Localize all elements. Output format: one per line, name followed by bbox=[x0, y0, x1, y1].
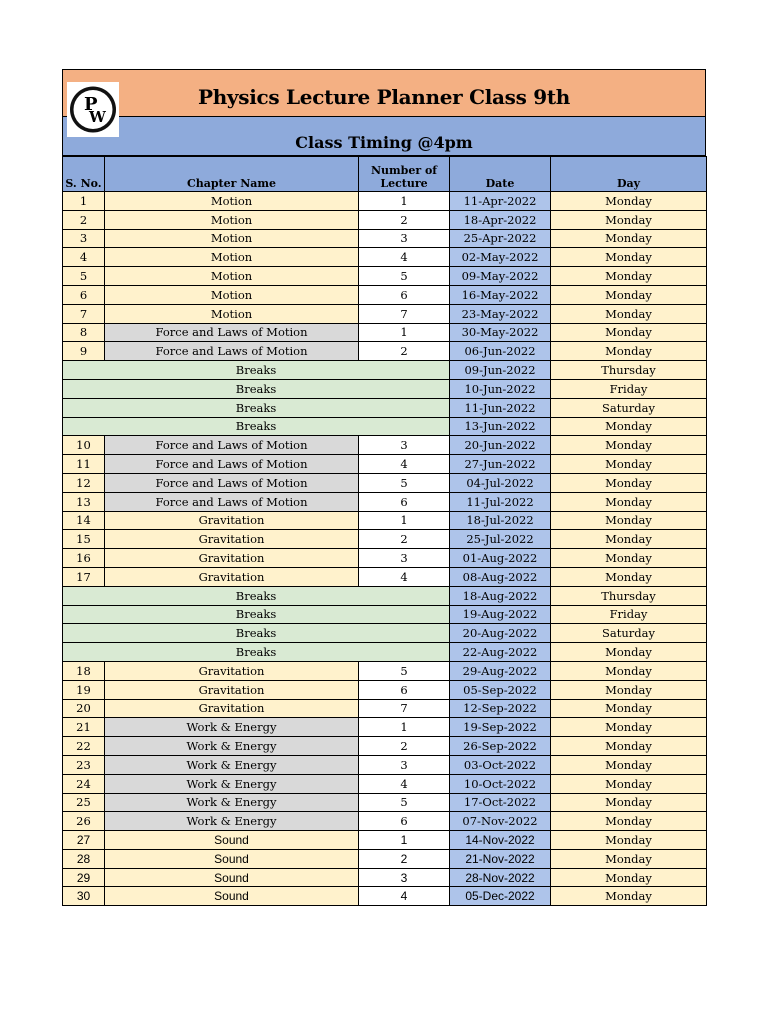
header-lectures bbox=[359, 157, 450, 192]
date-cell: 25-Jul-2022 bbox=[450, 530, 551, 549]
break-label: Breaks bbox=[63, 643, 450, 662]
day-cell: Monday bbox=[551, 774, 707, 793]
date-cell: 18-Apr-2022 bbox=[450, 210, 551, 229]
serial-number-cell: 16 bbox=[63, 549, 105, 568]
serial-number-cell: 7 bbox=[63, 304, 105, 323]
serial-number-cell: 26 bbox=[63, 812, 105, 831]
date-cell: 07-Nov-2022 bbox=[450, 812, 551, 831]
day-cell: Monday bbox=[551, 849, 707, 868]
table-row bbox=[63, 755, 707, 774]
lecture-number-cell: 3 bbox=[359, 229, 450, 248]
day-cell: Monday bbox=[551, 323, 707, 342]
day-cell: Monday bbox=[551, 285, 707, 304]
chapter-name-cell: Motion bbox=[105, 248, 359, 267]
day-cell: Monday bbox=[551, 718, 707, 737]
header-chapter: Chapter Name bbox=[105, 157, 359, 192]
serial-number-cell: 13 bbox=[63, 492, 105, 511]
date-cell: 17-Oct-2022 bbox=[450, 793, 551, 812]
date-cell: 05-Dec-2022 bbox=[450, 887, 551, 906]
chapter-name-cell: Work & Energy bbox=[105, 774, 359, 793]
date-cell: 01-Aug-2022 bbox=[450, 549, 551, 568]
day-cell: Monday bbox=[551, 192, 707, 211]
table-row bbox=[63, 285, 707, 304]
chapter-name-cell: Motion bbox=[105, 210, 359, 229]
break-label: Breaks bbox=[63, 586, 450, 605]
serial-number-cell: 2 bbox=[63, 210, 105, 229]
date-cell: 10-Oct-2022 bbox=[450, 774, 551, 793]
day-cell: Monday bbox=[551, 831, 707, 850]
table-row bbox=[63, 342, 707, 361]
break-row bbox=[63, 624, 707, 643]
lecture-number-cell: 1 bbox=[359, 511, 450, 530]
day-cell: Monday bbox=[551, 549, 707, 568]
lecture-number-cell: 6 bbox=[359, 285, 450, 304]
serial-number-cell: 30 bbox=[63, 887, 105, 906]
serial-number-cell: 19 bbox=[63, 680, 105, 699]
chapter-name-cell: Motion bbox=[105, 229, 359, 248]
day-cell: Monday bbox=[551, 455, 707, 474]
break-label: Breaks bbox=[63, 361, 450, 380]
table-row bbox=[63, 887, 707, 906]
lecture-number-cell: 2 bbox=[359, 210, 450, 229]
date-cell: 11-Jun-2022 bbox=[450, 398, 551, 417]
lecture-number-cell: 4 bbox=[359, 248, 450, 267]
day-cell: Friday bbox=[551, 605, 707, 624]
chapter-name-cell: Motion bbox=[105, 192, 359, 211]
day-cell: Thursday bbox=[551, 361, 707, 380]
chapter-name-cell: Motion bbox=[105, 285, 359, 304]
chapter-name-cell: Force and Laws of Motion bbox=[105, 492, 359, 511]
day-cell: Saturday bbox=[551, 398, 707, 417]
day-cell: Monday bbox=[551, 643, 707, 662]
table-row bbox=[63, 304, 707, 323]
day-cell: Monday bbox=[551, 248, 707, 267]
table-row bbox=[63, 774, 707, 793]
date-cell: 20-Aug-2022 bbox=[450, 624, 551, 643]
date-cell: 10-Jun-2022 bbox=[450, 379, 551, 398]
break-row bbox=[63, 643, 707, 662]
lecture-number-cell: 3 bbox=[359, 436, 450, 455]
lecture-number-cell: 5 bbox=[359, 267, 450, 286]
date-cell: 19-Aug-2022 bbox=[450, 605, 551, 624]
break-label: Breaks bbox=[63, 398, 450, 417]
date-cell: 09-May-2022 bbox=[450, 267, 551, 286]
chapter-name-cell: Gravitation bbox=[105, 567, 359, 586]
serial-number-cell: 8 bbox=[63, 323, 105, 342]
day-cell: Thursday bbox=[551, 586, 707, 605]
table-header-row bbox=[63, 157, 707, 192]
table-row bbox=[63, 210, 707, 229]
table-row bbox=[63, 737, 707, 756]
chapter-name-cell: Gravitation bbox=[105, 511, 359, 530]
chapter-name-cell: Motion bbox=[105, 267, 359, 286]
serial-number-cell: 15 bbox=[63, 530, 105, 549]
table-row bbox=[63, 812, 707, 831]
break-row bbox=[63, 379, 707, 398]
date-cell: 16-May-2022 bbox=[450, 285, 551, 304]
svg-text:W: W bbox=[89, 108, 106, 126]
svg-text:P: P bbox=[84, 94, 98, 115]
break-row bbox=[63, 605, 707, 624]
table-row bbox=[63, 229, 707, 248]
table-body bbox=[63, 192, 707, 906]
lecture-planner-sheet bbox=[62, 69, 706, 906]
date-cell: 03-Oct-2022 bbox=[450, 755, 551, 774]
date-cell: 23-May-2022 bbox=[450, 304, 551, 323]
lecture-number-cell: 3 bbox=[359, 549, 450, 568]
day-cell: Monday bbox=[551, 436, 707, 455]
serial-number-cell: 18 bbox=[63, 661, 105, 680]
serial-number-cell: 3 bbox=[63, 229, 105, 248]
chapter-name-cell: Motion bbox=[105, 304, 359, 323]
table-row bbox=[63, 549, 707, 568]
serial-number-cell: 25 bbox=[63, 793, 105, 812]
date-cell: 05-Sep-2022 bbox=[450, 680, 551, 699]
chapter-name-cell: Force and Laws of Motion bbox=[105, 342, 359, 361]
header-lectures-line2: Lecture bbox=[380, 177, 428, 190]
day-cell: Friday bbox=[551, 379, 707, 398]
serial-number-cell: 21 bbox=[63, 718, 105, 737]
table-row bbox=[63, 323, 707, 342]
date-cell: 14-Nov-2022 bbox=[450, 831, 551, 850]
serial-number-cell: 22 bbox=[63, 737, 105, 756]
day-cell: Monday bbox=[551, 812, 707, 831]
lecture-number-cell: 1 bbox=[359, 718, 450, 737]
header-date: Date bbox=[450, 157, 551, 192]
day-cell: Monday bbox=[551, 868, 707, 887]
date-cell: 18-Jul-2022 bbox=[450, 511, 551, 530]
day-cell: Monday bbox=[551, 887, 707, 906]
table-row bbox=[63, 868, 707, 887]
chapter-name-cell: Gravitation bbox=[105, 530, 359, 549]
table-row bbox=[63, 699, 707, 718]
break-row bbox=[63, 586, 707, 605]
serial-number-cell: 9 bbox=[63, 342, 105, 361]
lecture-number-cell: 1 bbox=[359, 323, 450, 342]
serial-number-cell: 1 bbox=[63, 192, 105, 211]
date-cell: 18-Aug-2022 bbox=[450, 586, 551, 605]
day-cell: Monday bbox=[551, 511, 707, 530]
date-cell: 22-Aug-2022 bbox=[450, 643, 551, 662]
day-cell: Monday bbox=[551, 661, 707, 680]
serial-number-cell: 23 bbox=[63, 755, 105, 774]
lecture-number-cell: 6 bbox=[359, 492, 450, 511]
serial-number-cell: 27 bbox=[63, 831, 105, 850]
serial-number-cell: 20 bbox=[63, 699, 105, 718]
table-row bbox=[63, 455, 707, 474]
lecture-number-cell: 4 bbox=[359, 455, 450, 474]
date-cell: 02-May-2022 bbox=[450, 248, 551, 267]
day-cell: Monday bbox=[551, 793, 707, 812]
day-cell: Monday bbox=[551, 473, 707, 492]
table-row bbox=[63, 436, 707, 455]
chapter-name-cell: Work & Energy bbox=[105, 718, 359, 737]
day-cell: Monday bbox=[551, 530, 707, 549]
day-cell: Monday bbox=[551, 304, 707, 323]
day-cell: Monday bbox=[551, 267, 707, 286]
page-title: Physics Lecture Planner Class 9th bbox=[197, 85, 571, 109]
table-row bbox=[63, 511, 707, 530]
lecture-table bbox=[62, 156, 707, 906]
date-cell: 29-Aug-2022 bbox=[450, 661, 551, 680]
date-cell: 13-Jun-2022 bbox=[450, 417, 551, 436]
header-day: Day bbox=[551, 157, 707, 192]
date-cell: 09-Jun-2022 bbox=[450, 361, 551, 380]
serial-number-cell: 28 bbox=[63, 849, 105, 868]
day-cell: Monday bbox=[551, 567, 707, 586]
table-row bbox=[63, 267, 707, 286]
lecture-number-cell: 6 bbox=[359, 812, 450, 831]
chapter-name-cell: Force and Laws of Motion bbox=[105, 455, 359, 474]
lecture-number-cell: 5 bbox=[359, 661, 450, 680]
break-label: Breaks bbox=[63, 417, 450, 436]
lecture-number-cell: 2 bbox=[359, 342, 450, 361]
lecture-number-cell: 2 bbox=[359, 530, 450, 549]
lecture-number-cell: 1 bbox=[359, 192, 450, 211]
date-cell: 06-Jun-2022 bbox=[450, 342, 551, 361]
day-cell: Monday bbox=[551, 229, 707, 248]
lecture-number-cell: 6 bbox=[359, 680, 450, 699]
table-row bbox=[63, 248, 707, 267]
serial-number-cell: 6 bbox=[63, 285, 105, 304]
chapter-name-cell: Gravitation bbox=[105, 549, 359, 568]
lecture-number-cell: 2 bbox=[359, 849, 450, 868]
day-cell: Monday bbox=[551, 210, 707, 229]
table-row bbox=[63, 530, 707, 549]
chapter-name-cell: Work & Energy bbox=[105, 812, 359, 831]
date-cell: 11-Jul-2022 bbox=[450, 492, 551, 511]
chapter-name-cell: Work & Energy bbox=[105, 755, 359, 774]
break-row bbox=[63, 417, 707, 436]
chapter-name-cell: Gravitation bbox=[105, 699, 359, 718]
day-cell: Monday bbox=[551, 492, 707, 511]
lecture-number-cell: 3 bbox=[359, 868, 450, 887]
table-row bbox=[63, 793, 707, 812]
chapter-name-cell: Force and Laws of Motion bbox=[105, 436, 359, 455]
lecture-number-cell: 1 bbox=[359, 831, 450, 850]
header-sno: S. No. bbox=[63, 157, 105, 192]
date-cell: 20-Jun-2022 bbox=[450, 436, 551, 455]
table-row bbox=[63, 849, 707, 868]
lecture-number-cell: 2 bbox=[359, 737, 450, 756]
chapter-name-cell: Work & Energy bbox=[105, 737, 359, 756]
chapter-name-cell: Work & Energy bbox=[105, 793, 359, 812]
date-cell: 19-Sep-2022 bbox=[450, 718, 551, 737]
break-label: Breaks bbox=[63, 379, 450, 398]
break-row bbox=[63, 361, 707, 380]
table-row bbox=[63, 192, 707, 211]
day-cell: Monday bbox=[551, 680, 707, 699]
class-timing-text: Class Timing @4pm bbox=[295, 133, 473, 152]
lecture-number-cell: 5 bbox=[359, 793, 450, 812]
lecture-number-cell: 3 bbox=[359, 755, 450, 774]
date-cell: 25-Apr-2022 bbox=[450, 229, 551, 248]
chapter-name-cell: Force and Laws of Motion bbox=[105, 473, 359, 492]
serial-number-cell: 14 bbox=[63, 511, 105, 530]
date-cell: 26-Sep-2022 bbox=[450, 737, 551, 756]
day-cell: Monday bbox=[551, 342, 707, 361]
chapter-name-cell: Sound bbox=[105, 831, 359, 850]
chapter-name-cell: Sound bbox=[105, 868, 359, 887]
table-row bbox=[63, 492, 707, 511]
serial-number-cell: 12 bbox=[63, 473, 105, 492]
class-timing-banner bbox=[62, 116, 706, 156]
serial-number-cell: 17 bbox=[63, 567, 105, 586]
chapter-name-cell: Gravitation bbox=[105, 680, 359, 699]
break-label: Breaks bbox=[63, 624, 450, 643]
serial-number-cell: 4 bbox=[63, 248, 105, 267]
table-row bbox=[63, 718, 707, 737]
date-cell: 21-Nov-2022 bbox=[450, 849, 551, 868]
pw-logo-graphic bbox=[69, 84, 117, 135]
serial-number-cell: 5 bbox=[63, 267, 105, 286]
day-cell: Monday bbox=[551, 417, 707, 436]
day-cell: Monday bbox=[551, 755, 707, 774]
lecture-number-cell: 7 bbox=[359, 304, 450, 323]
date-cell: 04-Jul-2022 bbox=[450, 473, 551, 492]
date-cell: 30-May-2022 bbox=[450, 323, 551, 342]
title-banner bbox=[62, 69, 706, 126]
date-cell: 12-Sep-2022 bbox=[450, 699, 551, 718]
table-row bbox=[63, 567, 707, 586]
date-cell: 27-Jun-2022 bbox=[450, 455, 551, 474]
table-row bbox=[63, 831, 707, 850]
date-cell: 28-Nov-2022 bbox=[450, 868, 551, 887]
chapter-name-cell: Force and Laws of Motion bbox=[105, 323, 359, 342]
date-cell: 11-Apr-2022 bbox=[450, 192, 551, 211]
break-row bbox=[63, 398, 707, 417]
table-row bbox=[63, 473, 707, 492]
pw-logo-icon bbox=[67, 82, 119, 137]
chapter-name-cell: Sound bbox=[105, 887, 359, 906]
lecture-number-cell: 7 bbox=[359, 699, 450, 718]
serial-number-cell: 11 bbox=[63, 455, 105, 474]
lecture-number-cell: 4 bbox=[359, 774, 450, 793]
serial-number-cell: 10 bbox=[63, 436, 105, 455]
table-row bbox=[63, 680, 707, 699]
chapter-name-cell: Gravitation bbox=[105, 661, 359, 680]
header-lectures-line1: Number of bbox=[370, 164, 438, 177]
break-label: Breaks bbox=[63, 605, 450, 624]
date-cell: 08-Aug-2022 bbox=[450, 567, 551, 586]
lecture-number-cell: 5 bbox=[359, 473, 450, 492]
table-row bbox=[63, 661, 707, 680]
day-cell: Monday bbox=[551, 699, 707, 718]
day-cell: Saturday bbox=[551, 624, 707, 643]
day-cell: Monday bbox=[551, 737, 707, 756]
lecture-number-cell: 4 bbox=[359, 567, 450, 586]
lecture-number-cell: 4 bbox=[359, 887, 450, 906]
serial-number-cell: 29 bbox=[63, 868, 105, 887]
serial-number-cell: 24 bbox=[63, 774, 105, 793]
chapter-name-cell: Sound bbox=[105, 849, 359, 868]
